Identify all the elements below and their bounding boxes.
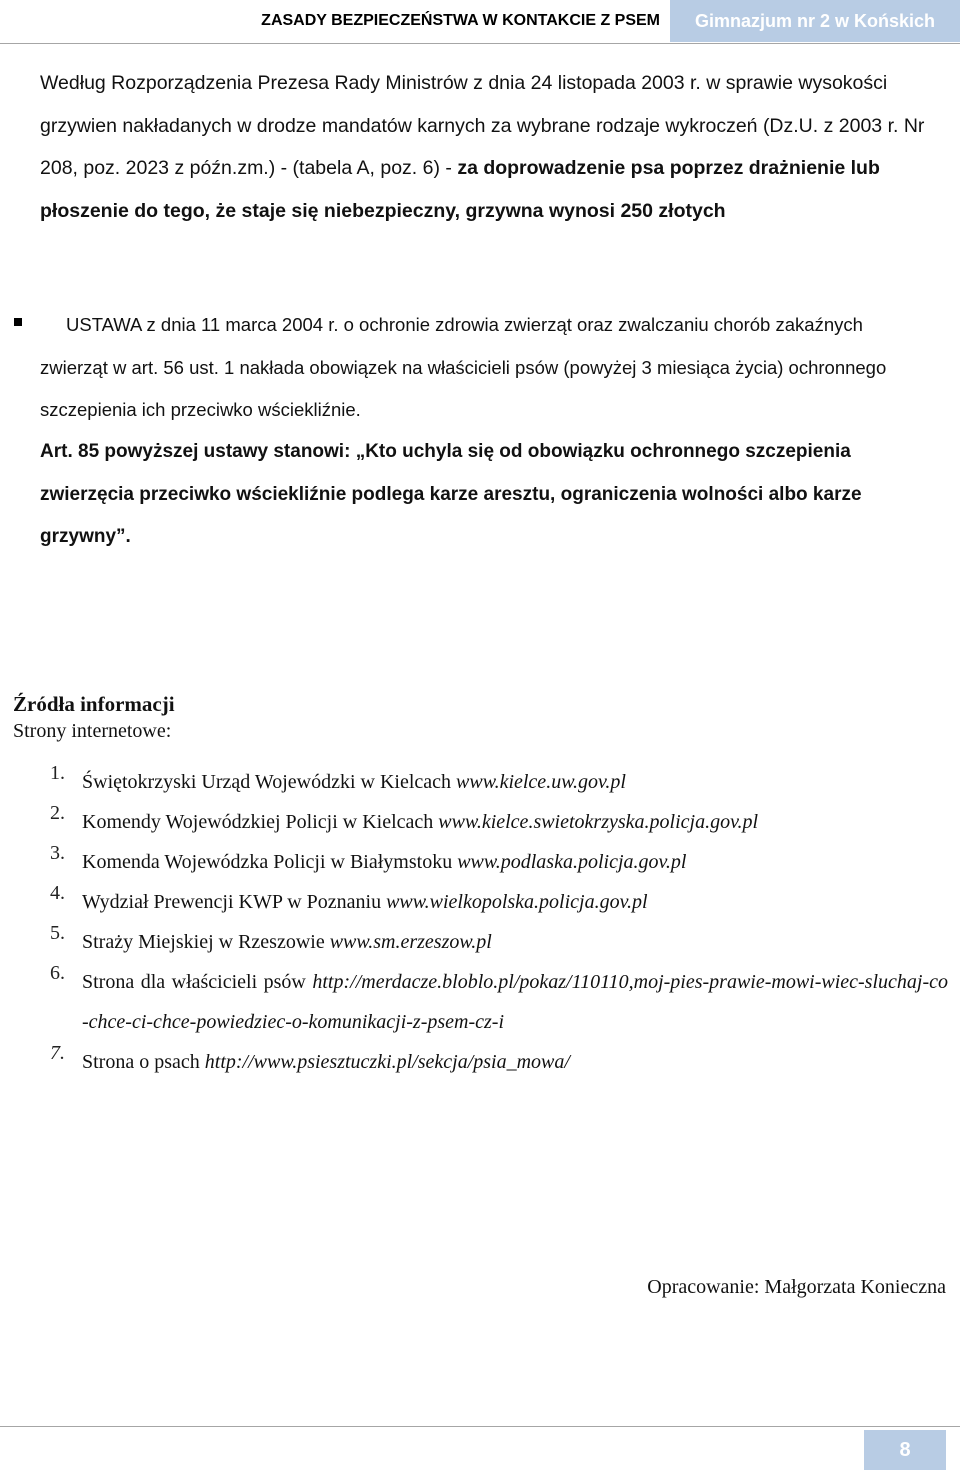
footer-divider: [0, 1426, 960, 1427]
list-number: 5.: [50, 922, 65, 944]
sources-subheading: Strony internetowe:: [13, 720, 172, 742]
regulation-fine-text: za doprowadzenie psa poprzez drażnienie lub płoszenie do tego, że staje się niebezpieczny, grzywna wynosi 250 złotych: [40, 157, 880, 222]
source-link[interactable]: www.podlaska.policja.gov.pl: [457, 851, 687, 873]
paragraph-act: [40, 304, 930, 432]
list-number: 7.: [50, 1042, 65, 1064]
source-label: Straży Miejskiej w Rzeszowie: [82, 931, 330, 953]
page-header: [0, 0, 960, 44]
paragraph-article-85: [40, 431, 930, 559]
header-divider: [0, 43, 960, 44]
source-label: Strona dla właścicieli psów: [82, 971, 313, 993]
list-number: 2.: [50, 802, 65, 824]
source-label: Strona o psach: [82, 1051, 205, 1073]
page-number: 8: [864, 1430, 946, 1470]
source-link[interactable]: www.wielkopolska.policja.gov.pl: [386, 891, 648, 913]
bullet-square-icon: [14, 318, 22, 326]
source-label: Świętokrzyski Urząd Wojewódzki w Kielcach: [82, 771, 457, 793]
source-label: Komendy Wojewódzkiej Policji w Kielcach: [82, 811, 439, 833]
act-text: USTAWA z dnia 11 marca 2004 r. o ochronie zdrowia zwierząt oraz zwalczaniu chorób zakaźnych zwierząt w art. 56 ust. 1 nakłada obowiązek na właścicieli psów (powyżej 3 miesiąca życia) ochronnego szczepienia ich przeciwko wściekliźnie.: [40, 314, 887, 420]
source-link[interactable]: www.kielce.swietokrzyska.policja.gov.pl: [438, 811, 759, 833]
list-number: 3.: [50, 842, 65, 864]
list-number: 1.: [50, 762, 65, 784]
regulation-text: Według Rozporządzenia Prezesa Rady Ministrów z dnia 24 listopada 2003 r. w sprawie wysokości grzywien nakładanych w drodze mandatów karnych za wybrane rodzaje wykroczeń (Dz.U. z 2003 r. Nr 208, poz. 2023 z późn.zm.) - (tabela A, poz. 6) -: [40, 72, 925, 179]
source-link[interactable]: http://www.psiesztuczki.pl/sekcja/psia_mowa/: [204, 1051, 570, 1073]
author-credit: Opracowanie: Małgorzata Konieczna: [647, 1276, 946, 1298]
source-link[interactable]: http://merdacze.bloblo.pl/pokaz/110110,moj-pies-prawie-mowi-wiec-sluchaj-co-chce-ci-chce-powiedziec-o-komunikacji-z-psem-cz-i: [82, 971, 948, 1033]
article-85-text: Art. 85 powyższej ustawy stanowi: „Kto uchyla się od obowiązku ochronnego szczepienia zwierzęcia przeciwko wściekliźnie podlega karze aresztu, ograniczenia wolności albo karze grzywny”.: [40, 441, 862, 547]
source-link[interactable]: www.kielce.uw.gov.pl: [456, 771, 626, 793]
sources-heading: Źródła informacji: [13, 692, 175, 716]
source-label: Komenda Wojewódzka Policji w Białymstoku: [82, 851, 458, 873]
list-number: 4.: [50, 882, 65, 904]
paragraph-regulation: [40, 62, 930, 232]
school-name-badge: Gimnazjum nr 2 w Końskich: [670, 0, 960, 42]
list-number: 6.: [50, 962, 65, 984]
source-label: Wydział Prewencji KWP w Poznaniu: [82, 891, 387, 913]
document-title: ZASADY BEZPIECZEŃSTWA W KONTAKCIE Z PSEM: [261, 12, 660, 29]
source-link[interactable]: www.sm.erzeszow.pl: [329, 931, 492, 953]
